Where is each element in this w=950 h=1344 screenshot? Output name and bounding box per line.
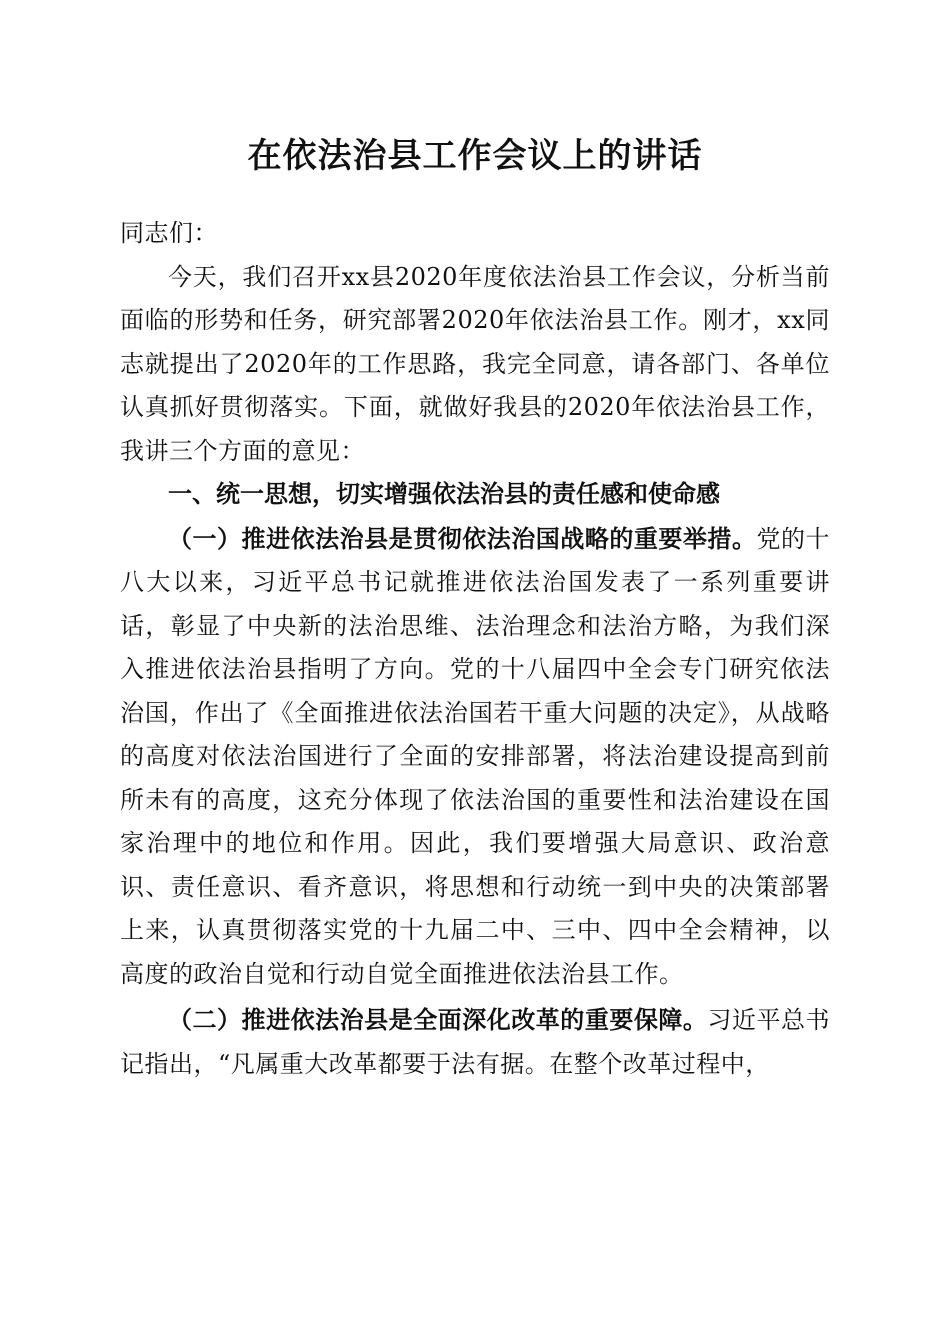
point-1-paragraph (120, 517, 830, 997)
document-body (120, 212, 830, 1086)
point-1-lead: （一）推进依法治县是贯彻依法治国战略的重要举措。 (168, 523, 757, 553)
section-heading-1: 一、统一思想，切实增强依法治县的责任感和使命感 (168, 480, 720, 508)
intro-paragraph: 今天，我们召开xx县2020年度依法治县工作会议，分析当前面临的形势和任务，研究部署2020年依法治县工作。刚才，xx同志就提出了2020年的工作思路，我完全同意，请各部门、各单位认真抓好贯彻落实。下面，就做好我县的2020年依法治县工作，我讲三个方面的意见： (120, 262, 830, 465)
point-1-body: 党的十八大以来，习近平总书记就推进依法治国发表了一系列重要讲话，彰显了中央新的法治思维、法治理念和法治方略，为我们深入推进依法治县指明了方向。党的十八届四中全会专门研究依法治国，作出了《全面推进依法治国若干重大问题的决定》，从战略的高度对依法治国进行了全面的安排部署，将法治建设提高到前所未有的高度，这充分体现了依法治国的重要性和法治建设在国家治理中的地位和作用。因此，我们要增强大局意识、政治意识、责任意识、看齐意识，将思想和行动统一到中央的决策部署上来，认真贯彻落实党的十九届二中、三中、四中全会精神，以高度的政治自觉和行动自觉全面推进依法治县工作。 (120, 524, 831, 988)
point-2-lead: （二）推进依法治县是全面深化改革的重要保障。 (168, 1005, 708, 1034)
point-2-body: 习近平总书记指出，“凡属重大改革都要于法有据。在整个改革过程中， (120, 1006, 830, 1078)
document-title: 在依法治县工作会议上的讲话 (247, 136, 703, 176)
salutation: 同志们： (120, 219, 218, 247)
point-2-paragraph (120, 998, 830, 1086)
